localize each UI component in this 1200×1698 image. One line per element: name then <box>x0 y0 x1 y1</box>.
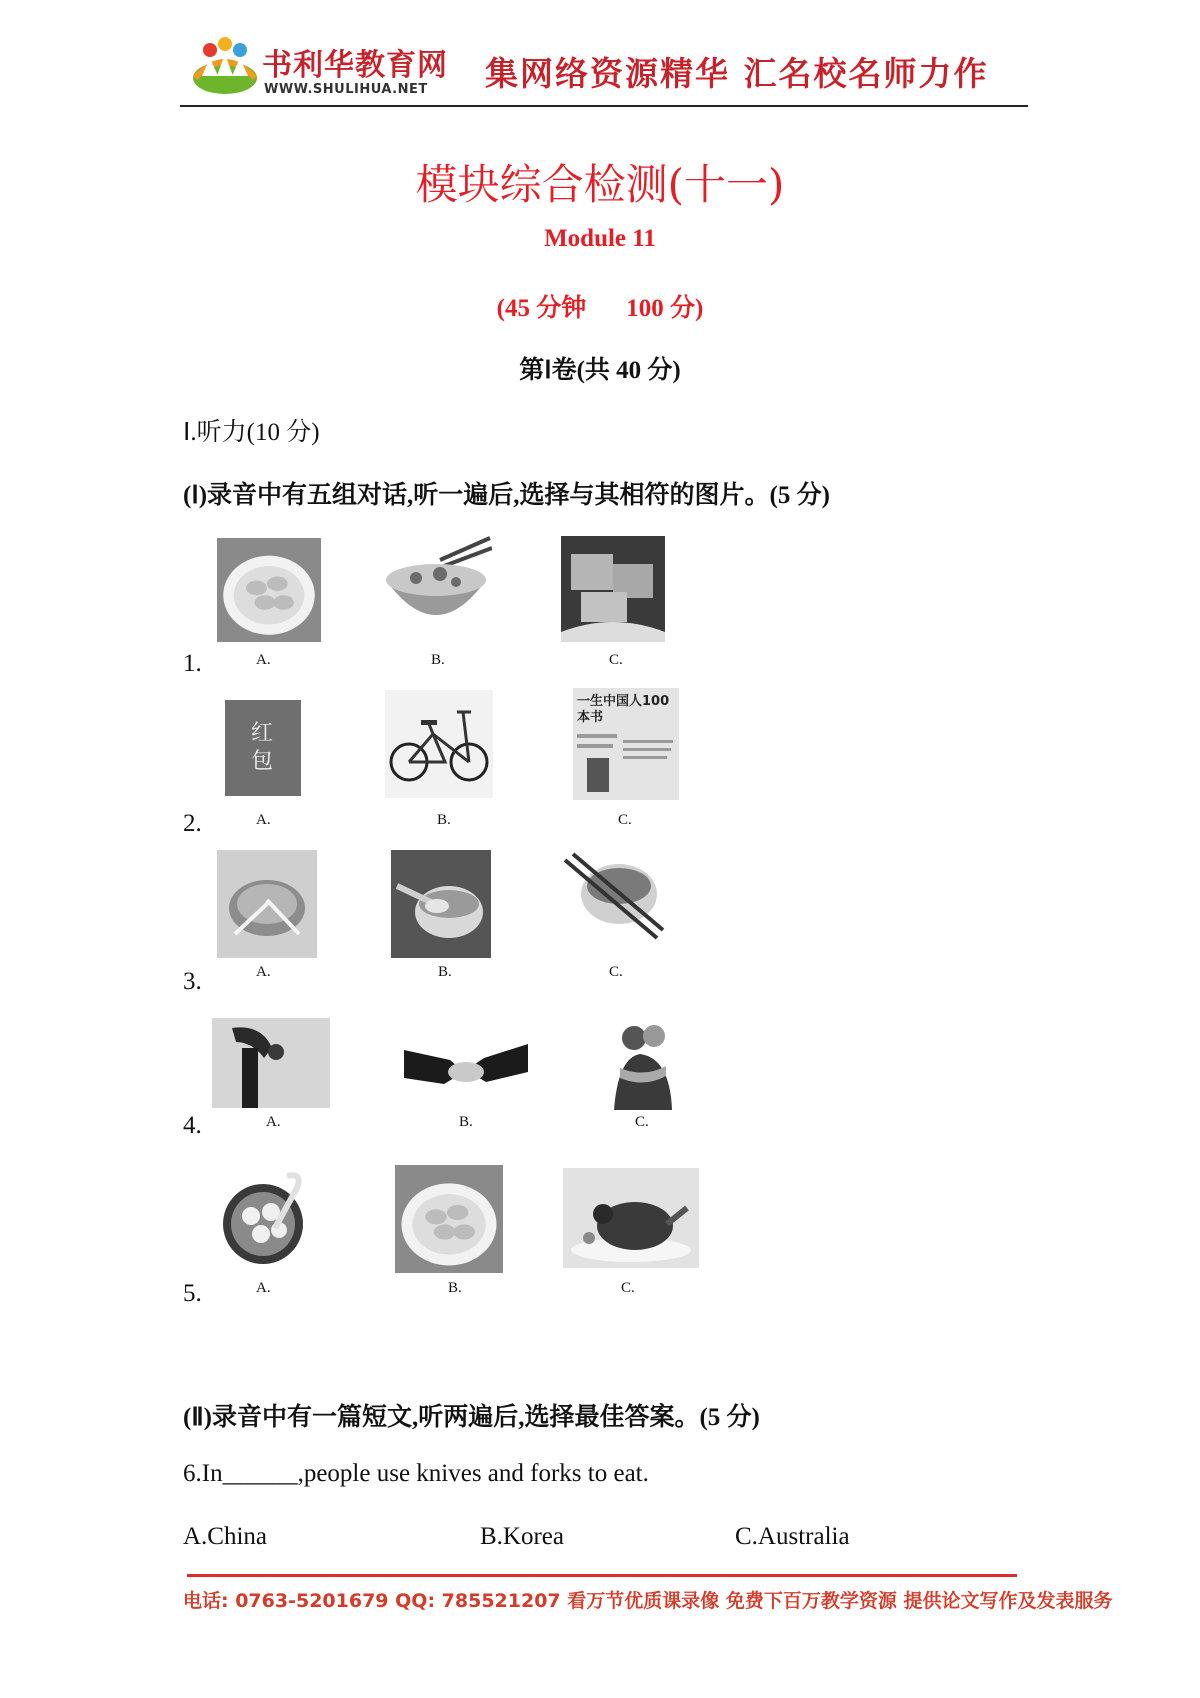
noodles-bowl-image[interactable] <box>380 530 492 640</box>
option-label: C. <box>609 652 623 668</box>
question-6-option-c: C.Australia <box>735 1523 850 1550</box>
dumplings-plate-image[interactable] <box>217 538 321 642</box>
time-and-score <box>0 288 1200 324</box>
header-slogan: 集网络资源精华 汇名校名师力作 <box>485 54 989 93</box>
bicycle-image[interactable] <box>385 690 493 798</box>
spoon-bowl-image[interactable] <box>391 850 491 958</box>
option-label: A. <box>256 812 271 828</box>
question-6-option-a: A.China <box>183 1523 268 1550</box>
footer-contact: 电话: 0763-5201679 QQ: 785521207 看万节优质课录像 免费下百万教学资源 提供论文写作及发表服务 <box>183 1590 1113 1612</box>
chopsticks-bowl-image[interactable] <box>561 850 665 954</box>
red-envelope-image[interactable] <box>225 700 301 796</box>
hugging-image[interactable] <box>610 1018 676 1110</box>
envelope-char: 包 <box>251 749 274 774</box>
option-label: C. <box>618 812 632 828</box>
tangyuan-image[interactable] <box>217 1168 317 1272</box>
option-label: A. <box>256 1280 271 1296</box>
question-6-stem: 6.In______,people use knives and forks to eat. <box>183 1460 649 1487</box>
duration: (45 分钟 <box>496 295 587 322</box>
module-subtitle: Module 11 <box>544 225 656 252</box>
option-label: C. <box>609 964 623 980</box>
book-cover-image[interactable] <box>573 688 679 800</box>
option-label: C. <box>621 1280 635 1296</box>
book-title: 一生中国人100本书 <box>577 694 670 725</box>
option-label: A. <box>266 1114 281 1130</box>
roast-duck-image[interactable] <box>563 1168 699 1268</box>
bowing-image[interactable] <box>212 1018 330 1108</box>
option-label: B. <box>459 1114 473 1130</box>
section-heading-listening: Ⅰ.听力(10 分) <box>183 419 320 446</box>
question-number: 1. <box>183 650 202 677</box>
question-number: 2. <box>183 810 202 837</box>
part-title: 第Ⅰ卷(共 40 分) <box>519 357 681 384</box>
sub-heading-2: (Ⅱ)录音中有一篇短文,听两遍后,选择最佳答案。(5 分) <box>183 1404 760 1431</box>
question-6-option-b: B.Korea <box>480 1523 564 1550</box>
option-label: C. <box>635 1114 649 1130</box>
question-number: 5. <box>183 1280 202 1307</box>
mooncakes-image[interactable] <box>561 536 665 642</box>
handshake-image[interactable] <box>404 1038 528 1094</box>
sub-heading-1: (Ⅰ)录音中有五组对话,听一遍后,选择与其相符的图片。(5 分) <box>183 482 830 509</box>
knife-fork-plate-image[interactable] <box>217 850 317 958</box>
brand-name: 书利华教育网 <box>262 48 448 83</box>
site-logo <box>190 36 260 96</box>
option-label: B. <box>431 652 445 668</box>
dumplings-plate-image[interactable] <box>395 1165 503 1273</box>
option-label: B. <box>437 812 451 828</box>
option-label: A. <box>256 964 271 980</box>
option-label: A. <box>256 652 271 668</box>
envelope-char: 红 <box>251 721 274 746</box>
question-number: 3. <box>183 968 202 995</box>
header-divider <box>180 105 1028 107</box>
footer-divider <box>187 1574 1017 1577</box>
page-title: 模块综合检测(十一) <box>415 160 785 209</box>
brand-url: WWW.SHULIHUA.NET <box>264 82 428 97</box>
question-number: 4. <box>183 1112 202 1139</box>
option-label: B. <box>448 1280 462 1296</box>
total-score: 100 分) <box>626 295 704 322</box>
option-label: B. <box>438 964 452 980</box>
